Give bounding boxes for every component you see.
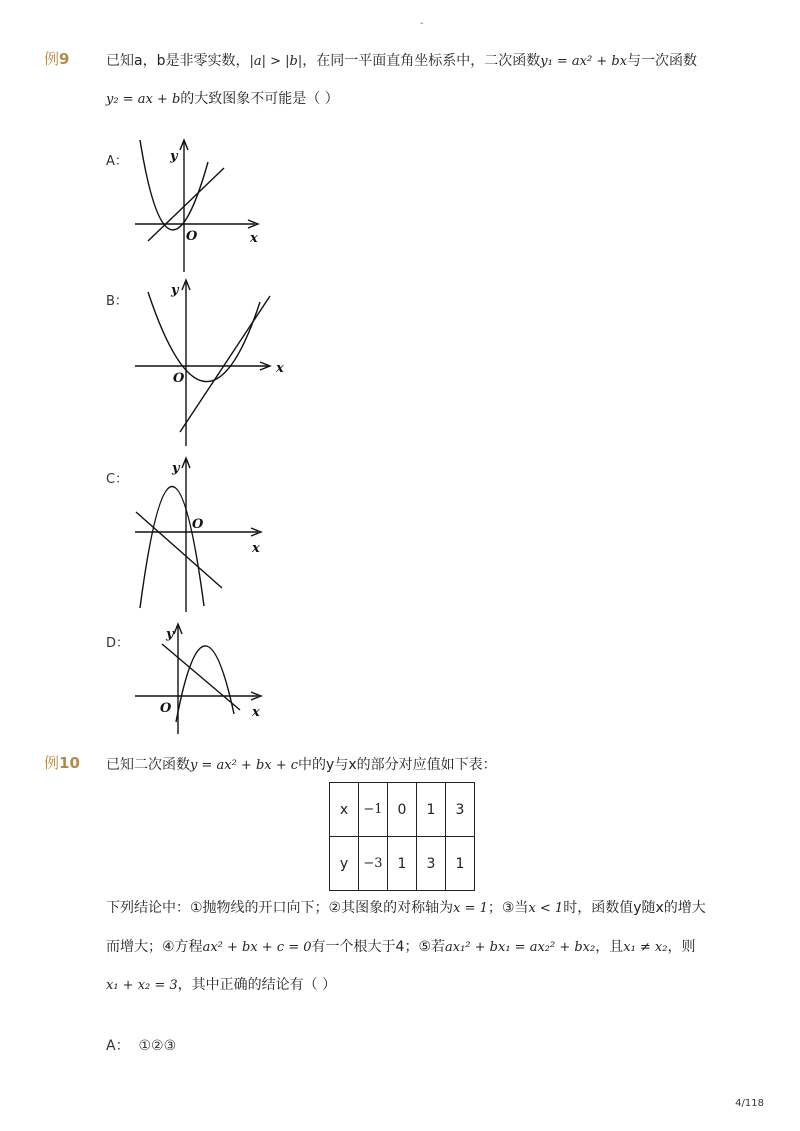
origin-label: O — [173, 371, 185, 386]
math-linear: y₂ = ax + b — [106, 92, 181, 107]
table-cell: 3 — [417, 837, 446, 891]
axis-y-label: y — [170, 149, 178, 164]
axis-y-label: y — [172, 461, 180, 476]
line — [162, 644, 240, 710]
option-d-label: D： — [106, 636, 130, 651]
example-label-number: 10 — [59, 754, 80, 772]
question-text: 已知二次函数 — [106, 757, 190, 773]
math-equation: x₁ + x₂ = 3 — [106, 978, 178, 993]
table-row — [330, 783, 475, 837]
example-9-line-2 — [106, 89, 339, 110]
math-quadratic: y₁ = ax² + bx — [540, 54, 628, 69]
question-text: 有一个根大于4；⑤若 — [311, 939, 446, 955]
question-text: 已知a，b是非零实数， — [106, 53, 250, 69]
question-text: 下列结论中：①抛物线的开口向下；②其图象的对称轴为 — [106, 900, 454, 916]
example-10-option-a — [106, 1035, 176, 1055]
question-text: ；③当 — [487, 900, 529, 916]
example-10-para-1 — [106, 898, 706, 919]
table-cell: 0 — [388, 783, 417, 837]
math-equation: ax₁² + bx₁ = ax₂² + bx₂ — [445, 940, 596, 955]
table-cell: x — [330, 783, 359, 837]
option-c-label: C： — [106, 472, 129, 487]
table-cell: 1 — [388, 837, 417, 891]
table-row — [330, 837, 475, 891]
value-table — [329, 782, 475, 891]
line — [180, 296, 270, 432]
example-10-intro — [106, 755, 497, 776]
example-10-para-2 — [106, 937, 695, 958]
table-cell: 1 — [417, 783, 446, 837]
option-b-label: B： — [106, 294, 128, 309]
question-text: 而增大；④方程 — [106, 939, 203, 955]
example-label-prefix: 例 — [44, 754, 60, 772]
axis-x-label: x — [252, 705, 260, 720]
option-value: ①②③ — [138, 1038, 177, 1054]
math-condition: x₁ ≠ x₂ — [623, 940, 668, 955]
page-mark: - — [420, 18, 424, 29]
axis-x-label: x — [250, 231, 258, 246]
table-cell: −3 — [359, 837, 388, 891]
math-condition: x < 1 — [528, 901, 564, 916]
graph-option-b — [130, 278, 290, 448]
axis-x-label: x — [252, 541, 260, 556]
question-text: 时，函数值y随x的增大 — [563, 900, 706, 916]
question-text: ，且 — [595, 939, 624, 955]
example-label-prefix: 例 — [44, 50, 60, 68]
math-quadratic: y = ax² + bx + c — [190, 758, 299, 773]
parabola — [176, 646, 234, 722]
origin-label: O — [192, 517, 204, 532]
option-a-label: A： — [106, 154, 128, 169]
question-text: 的大致图象不可能是（ ） — [180, 91, 339, 107]
question-text: ，在同一平面直角坐标系中，二次函数 — [302, 53, 541, 69]
table-cell: 1 — [446, 837, 475, 891]
graph-option-d — [130, 622, 270, 737]
math-axis: x = 1 — [453, 901, 488, 916]
axis-x-label: x — [276, 361, 284, 376]
question-text: 与一次函数 — [627, 53, 698, 69]
question-text: ，其中正确的结论有（ ） — [177, 977, 337, 993]
axis-y-label: y — [171, 283, 179, 298]
math-equation: ax² + bx + c = 0 — [202, 940, 312, 955]
table-cell: −1 — [359, 783, 388, 837]
example-label-number: 9 — [59, 50, 70, 68]
graph-option-a — [130, 140, 270, 275]
parabola — [140, 486, 204, 608]
origin-label: O — [186, 229, 198, 244]
example-9-line-1 — [106, 51, 697, 72]
option-label: A： — [106, 1038, 130, 1054]
example-9-label — [44, 48, 69, 69]
example-10-label — [44, 752, 80, 773]
origin-label: O — [160, 701, 172, 716]
page-number: 4/118 — [735, 1098, 764, 1109]
graph-option-c — [130, 456, 270, 616]
table-cell: y — [330, 837, 359, 891]
axis-y-label: y — [166, 627, 174, 642]
question-text: ，则 — [667, 939, 696, 955]
table-cell: 3 — [446, 783, 475, 837]
math-inequality: |a| > |b| — [249, 54, 303, 69]
question-text: 中的y与x的部分对应值如下表： — [298, 757, 497, 773]
example-10-para-3 — [106, 975, 336, 996]
